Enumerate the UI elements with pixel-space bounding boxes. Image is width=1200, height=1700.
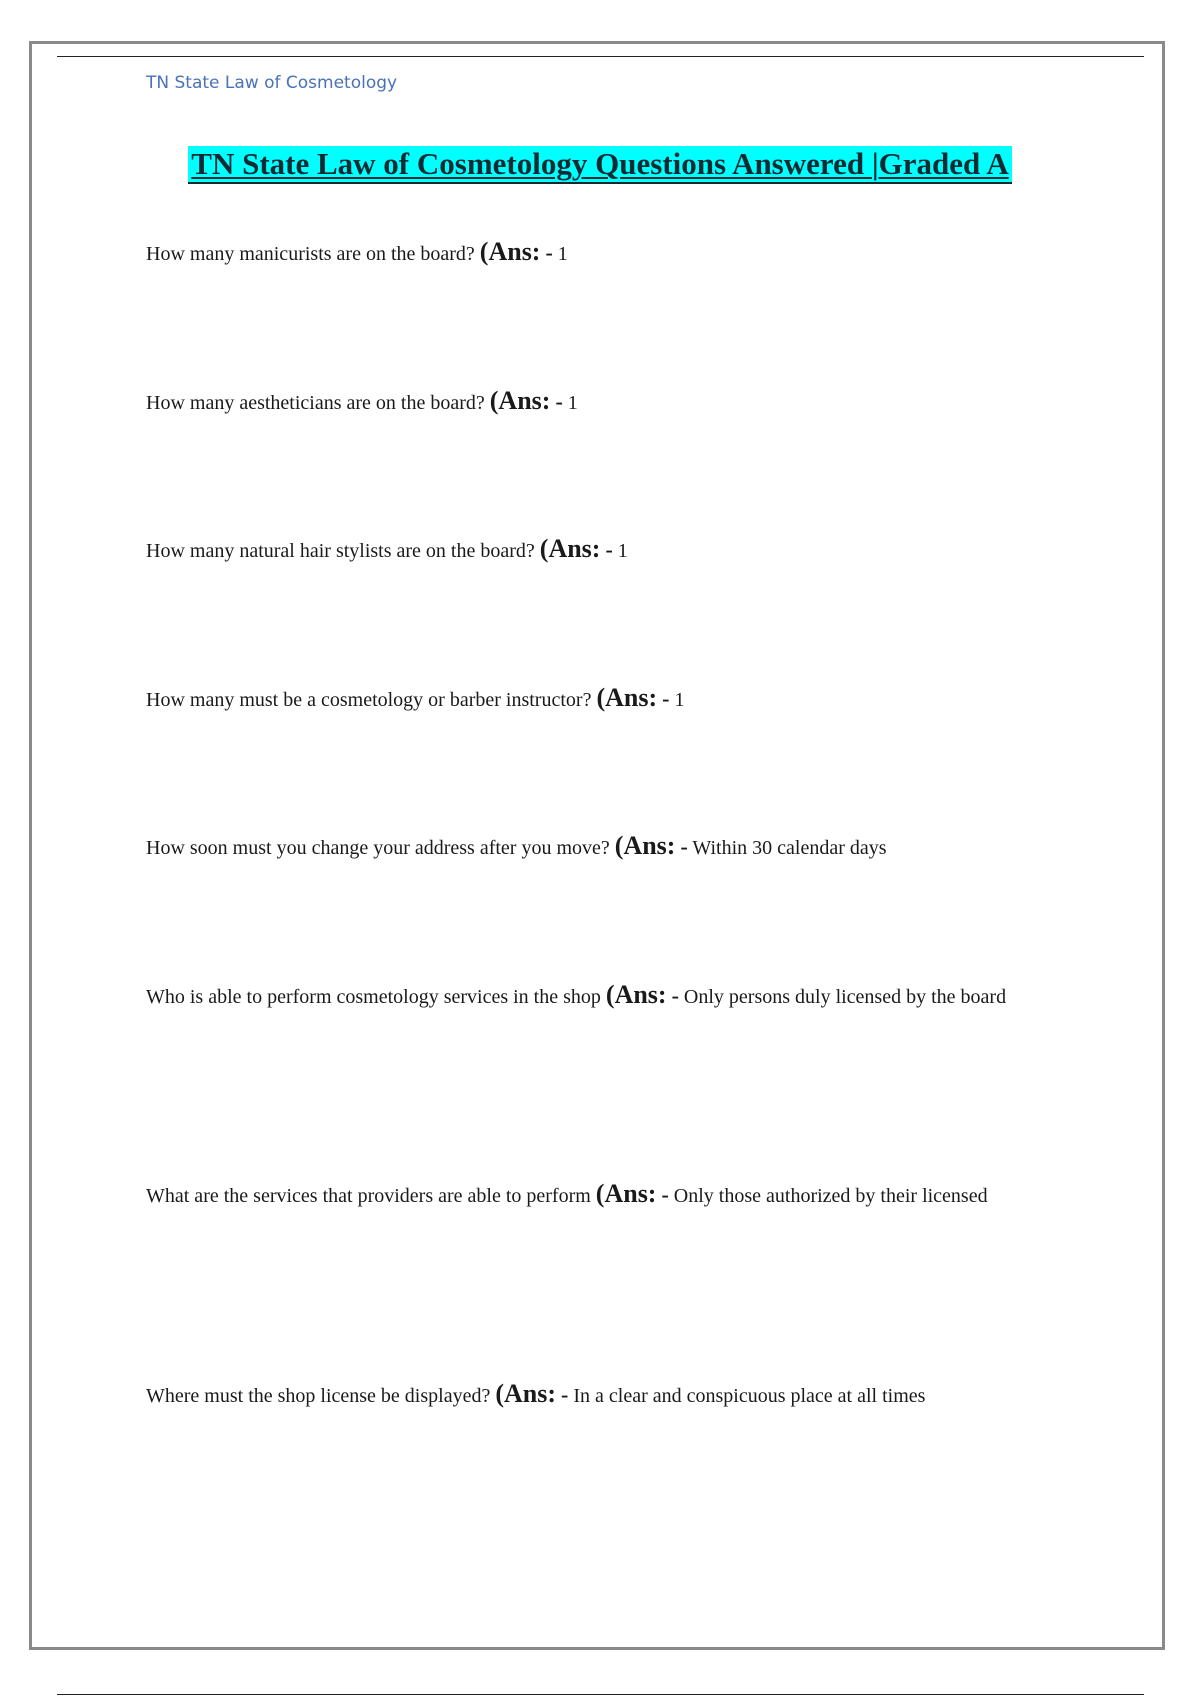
answer-label: (Ans: [479,237,541,266]
answer-text: Only persons duly licensed by the board [683,986,1007,1008]
answer-label: (Ans: [595,1179,657,1208]
answer-dash: - [605,537,613,562]
header-rule [57,56,1144,57]
answer-dash: - [662,686,670,711]
question-text: What are the services that providers are able to perform [146,1185,591,1207]
answer-text: In a clear and conspicuous place at all times [573,1385,926,1407]
answer-text: 1 [557,243,568,265]
document-title: TN State Law of Cosmetology Questions Answered |Graded A [188,146,1011,184]
qa-item-1 [146,223,1066,283]
qa-item-3 [146,520,1066,580]
answer-text: 1 [567,392,578,414]
question-text: How many natural hair stylists are on the board? [146,540,535,562]
question-text: How soon must you change your address after you move? [146,837,610,859]
question-text: Where must the shop license be displayed? [146,1385,491,1407]
running-header: TN State Law of Cosmetology [146,73,398,93]
answer-dash: - [671,983,679,1008]
answer-text: 1 [617,540,628,562]
answer-dash: - [561,1382,569,1407]
qa-item-5 [146,817,1066,877]
question-text: How many must be a cosmetology or barber instructor? [146,689,592,711]
answer-text: Within 30 calendar days [692,837,887,859]
answer-label: (Ans: [614,831,676,860]
answer-label: (Ans: [539,534,601,563]
footer-rule [57,1694,1144,1695]
question-text: How many manicurists are on the board? [146,243,475,265]
answer-label: (Ans: [495,1379,557,1408]
qa-item-7 [146,1165,1066,1225]
answer-text: Only those authorized by their licensed [673,1185,988,1207]
answer-dash: - [661,1182,669,1207]
answer-dash: - [680,834,688,859]
answer-text: 1 [674,689,685,711]
question-text: Who is able to perform cosmetology services in the shop [146,986,601,1008]
qa-item-2 [146,372,1066,432]
title-container [0,146,1200,184]
answer-dash: - [545,240,553,265]
qa-item-6 [146,966,1066,1026]
question-text: How many aestheticians are on the board? [146,392,485,414]
answer-label: (Ans: [605,980,667,1009]
qa-item-4 [146,669,1066,729]
answer-label: (Ans: [489,386,551,415]
answer-label: (Ans: [596,683,658,712]
answer-dash: - [555,389,563,414]
qa-item-8 [146,1365,1066,1425]
